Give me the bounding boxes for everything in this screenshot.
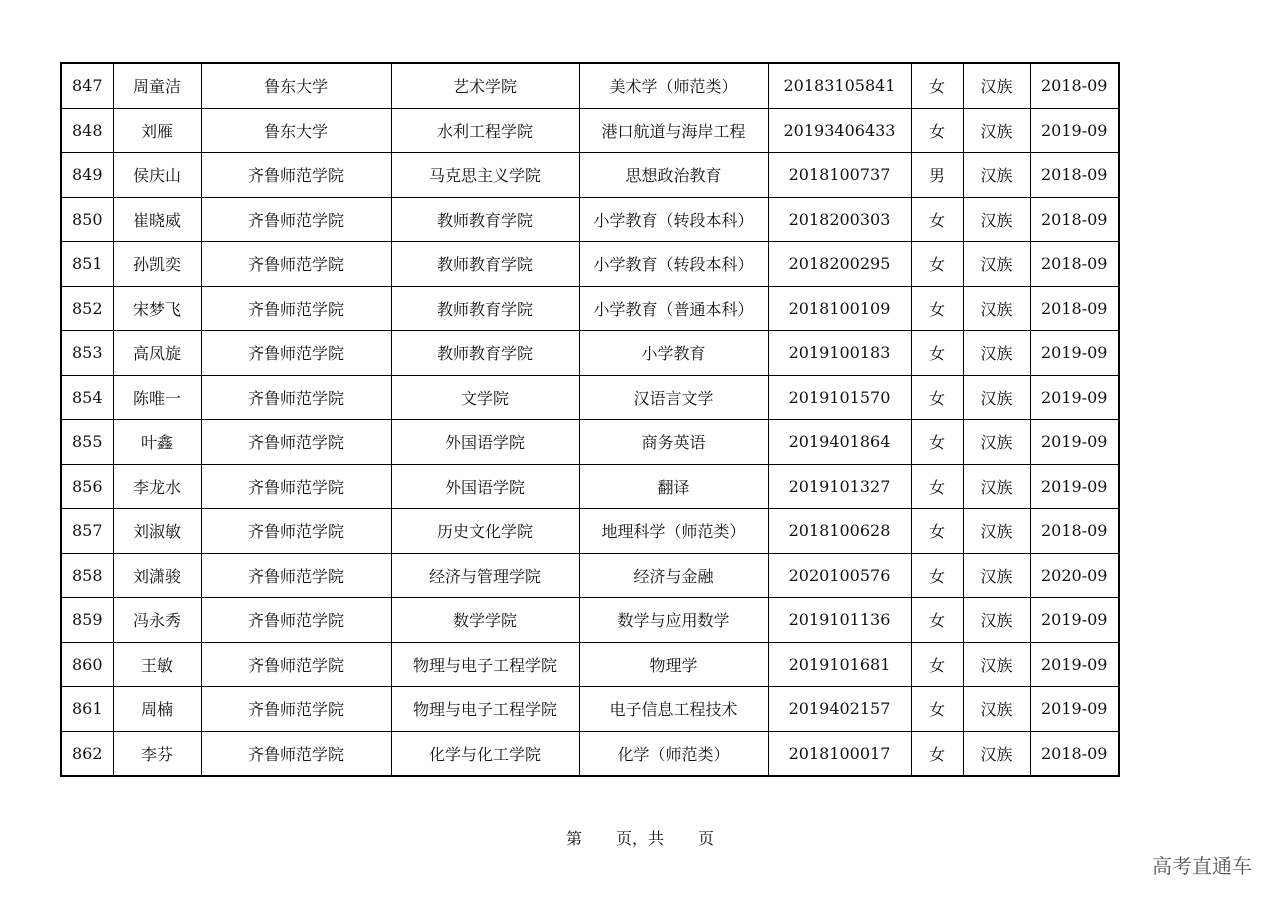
student-id-cell: 2018200295	[768, 242, 911, 287]
student-id-cell: 2019100183	[768, 331, 911, 376]
college-cell: 物理与电子工程学院	[391, 642, 579, 687]
footer-prefix: 第	[565, 829, 582, 848]
table-row	[61, 197, 1119, 242]
student-id-cell: 2019401864	[768, 420, 911, 465]
student-id-cell: 2019101136	[768, 598, 911, 643]
student-name-cell: 刘淑敏	[113, 509, 201, 554]
enrollment-date-cell: 2018-09	[1030, 242, 1119, 287]
gender-cell: 女	[911, 242, 963, 287]
student-id-cell: 2018100017	[768, 731, 911, 776]
university-cell: 齐鲁师范学院	[201, 642, 391, 687]
gender-cell: 女	[911, 553, 963, 598]
enrollment-date-cell: 2019-09	[1030, 331, 1119, 376]
footer-suffix: 页	[698, 829, 715, 848]
student-name-cell: 刘潇骏	[113, 553, 201, 598]
table-row	[61, 464, 1119, 509]
student-name-cell: 侯庆山	[113, 153, 201, 198]
table-row	[61, 153, 1119, 198]
ethnicity-cell: 汉族	[963, 63, 1030, 108]
roster-body	[61, 63, 1119, 776]
student-name-cell: 崔晓威	[113, 197, 201, 242]
ethnicity-cell: 汉族	[963, 509, 1030, 554]
enrollment-date-cell: 2019-09	[1030, 375, 1119, 420]
college-cell: 教师教育学院	[391, 242, 579, 287]
student-id-cell: 2020100576	[768, 553, 911, 598]
student-roster-table	[60, 62, 1120, 777]
college-cell: 教师教育学院	[391, 197, 579, 242]
student-name-cell: 孙凯奕	[113, 242, 201, 287]
university-cell: 齐鲁师范学院	[201, 731, 391, 776]
enrollment-date-cell: 2018-09	[1030, 286, 1119, 331]
table-row	[61, 375, 1119, 420]
student-id-cell: 2018100109	[768, 286, 911, 331]
gender-cell: 女	[911, 642, 963, 687]
table-row	[61, 331, 1119, 376]
ethnicity-cell: 汉族	[963, 642, 1030, 687]
table-row	[61, 553, 1119, 598]
enrollment-date-cell: 2019-09	[1030, 642, 1119, 687]
ethnicity-cell: 汉族	[963, 687, 1030, 732]
table-row	[61, 598, 1119, 643]
enrollment-date-cell: 2018-09	[1030, 197, 1119, 242]
gender-cell: 女	[911, 509, 963, 554]
university-cell: 齐鲁师范学院	[201, 242, 391, 287]
major-cell: 化学（师范类）	[579, 731, 768, 776]
table-row	[61, 687, 1119, 732]
student-name-cell: 周楠	[113, 687, 201, 732]
ethnicity-cell: 汉族	[963, 731, 1030, 776]
ethnicity-cell: 汉族	[963, 197, 1030, 242]
university-cell: 齐鲁师范学院	[201, 153, 391, 198]
table-row	[61, 286, 1119, 331]
gender-cell: 女	[911, 108, 963, 153]
table-row	[61, 642, 1119, 687]
college-cell: 历史文化学院	[391, 509, 579, 554]
ethnicity-cell: 汉族	[963, 331, 1030, 376]
major-cell: 地理科学（师范类）	[579, 509, 768, 554]
university-cell: 鲁东大学	[201, 108, 391, 153]
major-cell: 翻译	[579, 464, 768, 509]
student-name-cell: 宋梦飞	[113, 286, 201, 331]
enrollment-date-cell: 2019-09	[1030, 108, 1119, 153]
row-number-cell: 862	[61, 731, 113, 776]
gender-cell: 女	[911, 286, 963, 331]
major-cell: 思想政治教育	[579, 153, 768, 198]
gender-cell: 女	[911, 375, 963, 420]
student-id-cell: 20183105841	[768, 63, 911, 108]
table-row	[61, 731, 1119, 776]
student-id-cell: 2018100737	[768, 153, 911, 198]
college-cell: 化学与化工学院	[391, 731, 579, 776]
college-cell: 教师教育学院	[391, 286, 579, 331]
footer-middle: 页，共	[615, 829, 664, 848]
student-id-cell: 2019101327	[768, 464, 911, 509]
table-row	[61, 509, 1119, 554]
row-number-cell: 851	[61, 242, 113, 287]
enrollment-date-cell: 2018-09	[1030, 731, 1119, 776]
major-cell: 美术学（师范类）	[579, 63, 768, 108]
major-cell: 小学教育（普通本科）	[579, 286, 768, 331]
row-number-cell: 855	[61, 420, 113, 465]
university-cell: 齐鲁师范学院	[201, 375, 391, 420]
student-id-cell: 2019402157	[768, 687, 911, 732]
student-id-cell: 2019101681	[768, 642, 911, 687]
enrollment-date-cell: 2018-09	[1030, 153, 1119, 198]
student-name-cell: 刘雁	[113, 108, 201, 153]
university-cell: 齐鲁师范学院	[201, 509, 391, 554]
major-cell: 经济与金融	[579, 553, 768, 598]
row-number-cell: 857	[61, 509, 113, 554]
college-cell: 外国语学院	[391, 420, 579, 465]
student-name-cell: 周童洁	[113, 63, 201, 108]
table-row	[61, 242, 1119, 287]
university-cell: 齐鲁师范学院	[201, 598, 391, 643]
row-number-cell: 860	[61, 642, 113, 687]
college-cell: 经济与管理学院	[391, 553, 579, 598]
major-cell: 电子信息工程技术	[579, 687, 768, 732]
university-cell: 齐鲁师范学院	[201, 687, 391, 732]
student-id-cell: 20193406433	[768, 108, 911, 153]
row-number-cell: 847	[61, 63, 113, 108]
gender-cell: 男	[911, 153, 963, 198]
gender-cell: 女	[911, 420, 963, 465]
watermark-text: 高考直通车	[1152, 854, 1252, 878]
ethnicity-cell: 汉族	[963, 598, 1030, 643]
major-cell: 汉语言文学	[579, 375, 768, 420]
gender-cell: 女	[911, 197, 963, 242]
enrollment-date-cell: 2019-09	[1030, 464, 1119, 509]
gender-cell: 女	[911, 63, 963, 108]
college-cell: 马克思主义学院	[391, 153, 579, 198]
gender-cell: 女	[911, 331, 963, 376]
college-cell: 数学学院	[391, 598, 579, 643]
student-name-cell: 冯永秀	[113, 598, 201, 643]
table-row	[61, 63, 1119, 108]
university-cell: 鲁东大学	[201, 63, 391, 108]
ethnicity-cell: 汉族	[963, 242, 1030, 287]
college-cell: 文学院	[391, 375, 579, 420]
ethnicity-cell: 汉族	[963, 375, 1030, 420]
row-number-cell: 854	[61, 375, 113, 420]
major-cell: 小学教育（转段本科）	[579, 242, 768, 287]
major-cell: 商务英语	[579, 420, 768, 465]
university-cell: 齐鲁师范学院	[201, 331, 391, 376]
college-cell: 教师教育学院	[391, 331, 579, 376]
row-number-cell: 859	[61, 598, 113, 643]
gender-cell: 女	[911, 687, 963, 732]
university-cell: 齐鲁师范学院	[201, 286, 391, 331]
student-id-cell: 2018200303	[768, 197, 911, 242]
row-number-cell: 850	[61, 197, 113, 242]
major-cell: 小学教育	[579, 331, 768, 376]
ethnicity-cell: 汉族	[963, 464, 1030, 509]
college-cell: 水利工程学院	[391, 108, 579, 153]
enrollment-date-cell: 2020-09	[1030, 553, 1119, 598]
row-number-cell: 858	[61, 553, 113, 598]
ethnicity-cell: 汉族	[963, 153, 1030, 198]
university-cell: 齐鲁师范学院	[201, 420, 391, 465]
enrollment-date-cell: 2019-09	[1030, 420, 1119, 465]
major-cell: 小学教育（转段本科）	[579, 197, 768, 242]
ethnicity-cell: 汉族	[963, 553, 1030, 598]
row-number-cell: 849	[61, 153, 113, 198]
enrollment-date-cell: 2018-09	[1030, 509, 1119, 554]
college-cell: 物理与电子工程学院	[391, 687, 579, 732]
ethnicity-cell: 汉族	[963, 286, 1030, 331]
row-number-cell: 856	[61, 464, 113, 509]
university-cell: 齐鲁师范学院	[201, 553, 391, 598]
college-cell: 艺术学院	[391, 63, 579, 108]
university-cell: 齐鲁师范学院	[201, 197, 391, 242]
gender-cell: 女	[911, 464, 963, 509]
enrollment-date-cell: 2019-09	[1030, 687, 1119, 732]
row-number-cell: 853	[61, 331, 113, 376]
enrollment-date-cell: 2018-09	[1030, 63, 1119, 108]
row-number-cell: 848	[61, 108, 113, 153]
student-id-cell: 2019101570	[768, 375, 911, 420]
enrollment-date-cell: 2019-09	[1030, 598, 1119, 643]
college-cell: 外国语学院	[391, 464, 579, 509]
table-row	[61, 108, 1119, 153]
student-name-cell: 李芬	[113, 731, 201, 776]
ethnicity-cell: 汉族	[963, 108, 1030, 153]
row-number-cell: 861	[61, 687, 113, 732]
major-cell: 物理学	[579, 642, 768, 687]
table-row	[61, 420, 1119, 465]
gender-cell: 女	[911, 598, 963, 643]
student-name-cell: 高凤旋	[113, 331, 201, 376]
student-name-cell: 李龙水	[113, 464, 201, 509]
ethnicity-cell: 汉族	[963, 420, 1030, 465]
student-name-cell: 陈唯一	[113, 375, 201, 420]
university-cell: 齐鲁师范学院	[201, 464, 391, 509]
major-cell: 数学与应用数学	[579, 598, 768, 643]
student-name-cell: 王敏	[113, 642, 201, 687]
student-id-cell: 2018100628	[768, 509, 911, 554]
major-cell: 港口航道与海岸工程	[579, 108, 768, 153]
gender-cell: 女	[911, 731, 963, 776]
page-footer	[0, 826, 1280, 849]
row-number-cell: 852	[61, 286, 113, 331]
student-name-cell: 叶鑫	[113, 420, 201, 465]
